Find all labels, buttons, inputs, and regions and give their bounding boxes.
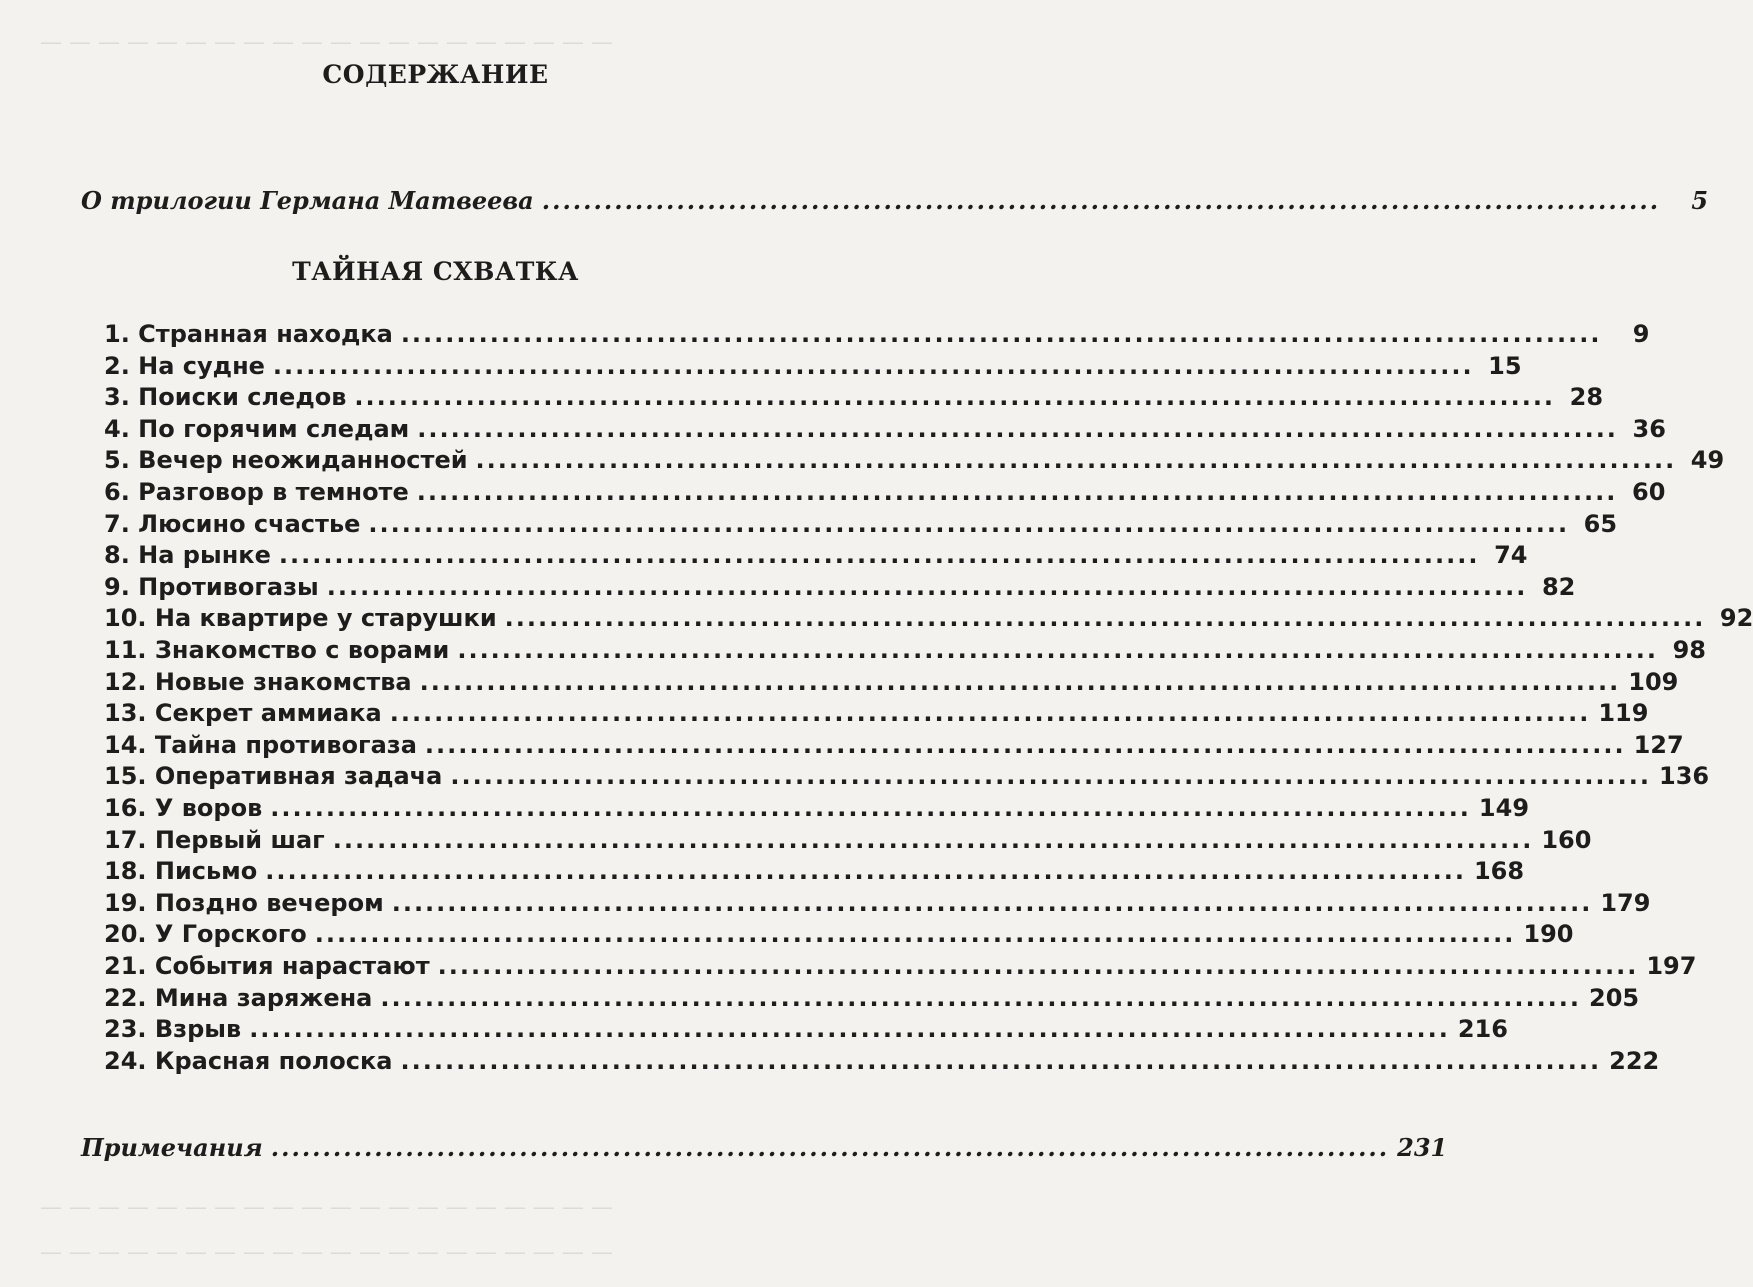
toc-page-number: 205 (1589, 983, 1640, 1012)
toc-entry-title: 5. Вечер неожиданностей (104, 446, 468, 475)
toc-leader-dots: ............................................................................................................ (249, 1015, 1450, 1044)
toc-leader-dots: ............................................................................................................ (391, 888, 1593, 917)
toc-entry-title: 6. Разговор в темноте (104, 478, 409, 506)
toc-leader-dots: ............................................................................................................ (314, 920, 1516, 949)
toc-entry-title: 13. Секрет аммиака (104, 699, 382, 728)
toc-leader-dots: ............................................................................................................ (272, 351, 1474, 380)
toc-leader-dots: ............................................................................................................ (475, 446, 1677, 475)
toc-page-number: 168 (1473, 857, 1525, 886)
toc-leader-dots: ............................................................................................................ (389, 699, 1591, 728)
toc-entry-title: 15. Оперативная задача (104, 762, 443, 791)
toc-leader-dots: ............................................................................................................ (504, 604, 1706, 633)
bleed-through-line: — — — — — — — — — — — — — — — — — — — — (40, 30, 613, 55)
toc-leader-dots: ............................................................................................................ (417, 414, 1618, 443)
toc-page-number: 28 (1569, 383, 1604, 412)
toc-page-number: 82 (1541, 572, 1576, 601)
toc-entry-chapter[interactable] (104, 825, 1592, 858)
toc-entry-chapter[interactable] (104, 983, 1640, 1016)
toc-entry-title: 4. По горячим следам (104, 414, 410, 443)
contents-title: СОДЕРЖАНИЕ (322, 60, 549, 89)
toc-page-number: 92 (1719, 604, 1753, 633)
toc-page-number: 119 (1598, 699, 1649, 728)
toc-entry-title: 11. Знакомство с ворами (104, 636, 450, 664)
toc-entry-title: 19. Поздно вечером (104, 888, 384, 917)
toc-entry-title: 8. На рынке (104, 541, 271, 570)
toc-entry-chapter[interactable] (104, 446, 1725, 478)
toc-leader-dots: ............................................................................................................ (270, 1133, 1390, 1162)
toc-leader-dots: ............................................................................................................ (332, 825, 1534, 854)
toc-page-number: 36 (1632, 414, 1666, 443)
toc-leader-dots: ............................................................................................................ (380, 983, 1582, 1012)
toc-entry-chapter[interactable] (104, 636, 1706, 668)
bleed-through-line: — — — — — — — — — — — — — — — — — — — — (40, 1240, 613, 1265)
toc-entry-title: О трилогии Германа Матвеева (81, 186, 534, 215)
toc-entry-chapter[interactable] (104, 762, 1710, 794)
toc-entry-chapter[interactable] (104, 351, 1522, 384)
toc-leader-dots: ............................................................................................................ (437, 952, 1639, 980)
toc-entry-notes[interactable] (81, 1133, 1448, 1165)
toc-entry-chapter[interactable] (104, 509, 1618, 542)
toc-page-number: 197 (1646, 952, 1697, 980)
toc-entry-title: 10. На квартире у старушки (104, 604, 497, 633)
toc-page-number: 149 (1478, 794, 1530, 822)
toc-page-number: 15 (1488, 351, 1522, 380)
toc-entry-title: 24. Красная полоска (104, 1046, 393, 1075)
toc-leader-dots: ............................................................................................................ (270, 794, 1471, 822)
toc-leader-dots: ............................................................................................................ (424, 730, 1626, 759)
toc-page-number: 60 (1632, 478, 1666, 506)
toc-leader-dots: ............................................................................................................ (457, 636, 1658, 664)
toc-entry-chapter[interactable] (104, 794, 1530, 826)
toc-leader-dots: ............................................................................................................ (400, 1046, 1602, 1075)
toc-entry-title: 17. Первый шаг (104, 825, 325, 854)
toc-entry-title: Примечания (81, 1133, 263, 1162)
toc-entry-title: 3. Поиски следов (104, 383, 347, 412)
toc-entry-chapter[interactable] (104, 1046, 1660, 1079)
toc-entry-chapter[interactable] (104, 730, 1684, 763)
toc-entry-title: 23. Взрыв (104, 1015, 242, 1044)
toc-entry-chapter[interactable] (104, 383, 1604, 415)
toc-leader-dots: ............................................................................................................ (419, 667, 1621, 696)
toc-leader-dots: ............................................................................................................ (326, 572, 1528, 601)
toc-leader-dots: ............................................................................................................ (450, 762, 1652, 791)
toc-entry-chapter[interactable] (104, 478, 1666, 510)
toc-leader-dots: ............................................................................................................ (368, 509, 1570, 538)
toc-page-number: 49 (1690, 446, 1725, 475)
toc-page-number: 222 (1609, 1046, 1660, 1075)
toc-leader-dots: ............................................................................................................ (400, 320, 1602, 348)
toc-leader-dots: ............................................................................................................ (541, 186, 1661, 215)
toc-entry-title: 22. Мина заряжена (104, 983, 373, 1012)
toc-entry-title: 9. Противогазы (104, 572, 319, 601)
toc-entry-chapter[interactable] (104, 920, 1574, 952)
bleed-through-line: — — — — — — — — — — — — — — — — — — — — (40, 1195, 613, 1220)
toc-entry-title: 2. На судне (104, 351, 265, 380)
toc-page-number: 136 (1659, 762, 1710, 791)
toc-page-number: 179 (1600, 888, 1651, 917)
toc-page-number: 231 (1397, 1133, 1448, 1162)
toc-page-number: 74 (1494, 541, 1528, 570)
toc-entry-chapter[interactable] (104, 952, 1697, 984)
toc-entry-title: 1. Странная находка (104, 320, 393, 348)
toc-leader-dots: ............................................................................................................ (265, 857, 1466, 886)
toc-entry-title: 12. Новые знакомства (104, 667, 412, 696)
toc-entry-chapter[interactable] (104, 857, 1525, 889)
toc-entry-chapter[interactable] (104, 888, 1651, 921)
toc-page-number: 5 (1691, 186, 1709, 215)
toc-entry-chapter[interactable] (104, 604, 1753, 636)
toc-page-number: 109 (1628, 667, 1679, 696)
toc-entry-title: 21. События нарастают (104, 952, 430, 980)
toc-entry-title: 16. У воров (104, 794, 263, 822)
toc-page-number: 160 (1541, 825, 1592, 854)
toc-leader-dots: ............................................................................................................ (354, 383, 1556, 412)
toc-page-number: 9 (1632, 320, 1650, 348)
toc-page-number: 190 (1523, 920, 1574, 949)
toc-entry-title: 20. У Горского (104, 920, 307, 949)
toc-entry-chapter[interactable] (104, 572, 1576, 605)
toc-entry-chapter[interactable] (104, 414, 1666, 447)
toc-entry-chapter[interactable] (104, 541, 1528, 573)
toc-page-number: 127 (1633, 730, 1684, 759)
toc-entry-intro[interactable] (81, 186, 1709, 218)
toc-leader-dots: ............................................................................................................ (278, 541, 1480, 570)
toc-entry-chapter[interactable] (104, 699, 1649, 731)
part-title: ТАЙНАЯ СХВАТКА (292, 257, 579, 286)
toc-entry-chapter[interactable] (104, 320, 1650, 352)
toc-entry-chapter[interactable] (104, 667, 1679, 700)
toc-entry-title: 7. Люсино счастье (104, 509, 361, 538)
toc-page-number: 65 (1583, 509, 1618, 538)
toc-page-number: 98 (1672, 636, 1706, 664)
toc-entry-chapter[interactable] (104, 1015, 1508, 1047)
toc-entry-title: 18. Письмо (104, 857, 258, 886)
toc-page-number: 216 (1457, 1015, 1508, 1044)
toc-leader-dots: ............................................................................................................ (416, 478, 1618, 506)
toc-entry-title: 14. Тайна противогаза (104, 730, 417, 759)
